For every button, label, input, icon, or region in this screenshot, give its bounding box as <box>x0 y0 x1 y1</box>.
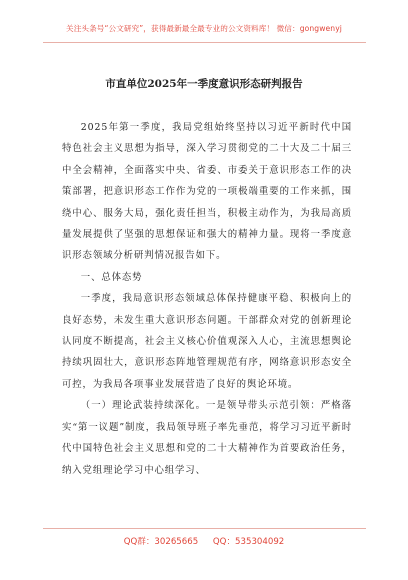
footer-divider <box>43 528 366 529</box>
overview-paragraph: 一季度，我局意识形态领域总体保持健康平稳、积极向上的良好态势，未发生重大意识形态问题。干部群众对党的创新理论认同度不断提高，社会主义核心价值观深入人心，主流思想舆论持续巩固壮大，意识形态阵地管理规范有序，网络意识形态安全可控，为我局各项事业发展营造了良好的舆论环境。 <box>62 293 352 390</box>
header-note: 关注头条号“公文研究”，获得最新最全最专业的公文资料库！ 微信：gongwenyj <box>66 24 342 33</box>
section-heading: 一、总体态势 <box>80 271 143 283</box>
footer-contact <box>0 535 408 547</box>
document-title: 市直单位2025年一季度意识形态研判报告 <box>105 78 303 90</box>
qq-group-number: QQ群：30265665 <box>123 537 199 547</box>
document-body <box>62 117 352 481</box>
header-divider <box>43 42 366 43</box>
qq-number: QQ：535304092 <box>212 537 285 547</box>
intro-paragraph: 2025年第一季度，我局党组始终坚持以习近平新时代中国特色社会主义思想为指导，深入学习贯彻党的二十大及二十届三中全会精神，全面落实中央、省委、市委关于意识形态工作的决策部署，把意识形态工作作为党的一项极端重要的工作来抓，围绕中心、服务大局，强化责任担当，积极主动作为，为我局高质量发展提供了坚强的思想保证和强大的精神力量。现将一季度意识形态领域分析研判情况报告如下。 <box>62 122 352 262</box>
theory-paragraph: （一）理论武装持续深化。一是领导带头示范引领：严格落实“第一议题”制度，我局领导班子率先垂范，将学习习近平新时代中国特色社会主义思想和党的二十大精神作为首要政治任务，纳入党组理论学习中心组学习、 <box>62 400 352 476</box>
